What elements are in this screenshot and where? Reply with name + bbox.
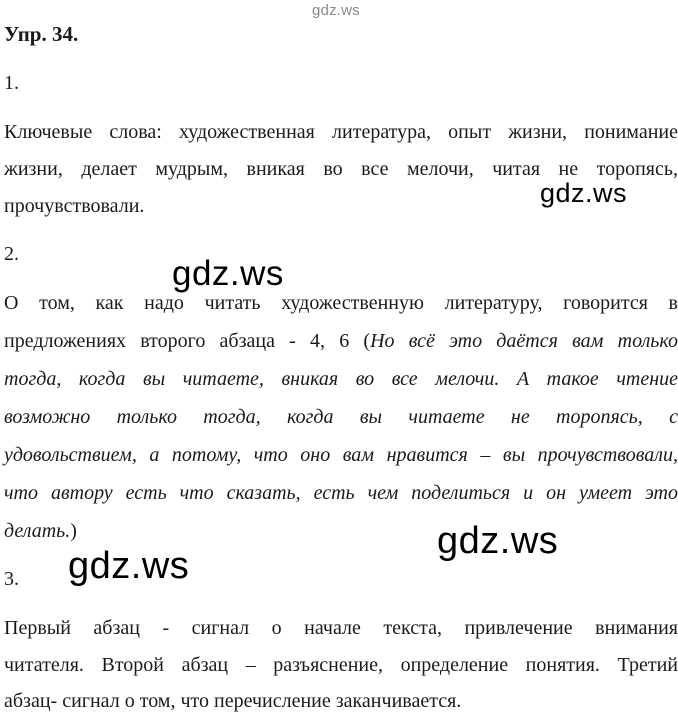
watermark-3: gdz.ws	[437, 520, 559, 562]
section-2-line-last	[4, 520, 678, 543]
section-2-italic-line-3: удовольствием, а потому, что оно вам нравится – вы прочувствовали,	[4, 444, 678, 466]
section-2-line-2-italic: Но всё это даётся вам только	[370, 330, 678, 352]
watermark-2: gdz.ws	[172, 254, 284, 293]
section-3-number: 3.	[4, 568, 19, 590]
section-2-italic-line-1: тогда, когда вы читаете, вникая во все мелочи. А такое чтение	[4, 368, 678, 390]
section-3-line-2: читателя. Второй абзац – разъяснение, определение понятия. Третий	[4, 654, 678, 676]
section-2-italic-line-2: возможно только тогда, когда вы читаете не торопясь, с	[4, 406, 678, 428]
watermark-4: gdz.ws	[68, 545, 190, 587]
watermark-1: gdz.ws	[540, 178, 628, 208]
section-2-last-italic: делать.	[4, 520, 71, 542]
section-3-line-3: абзац- сигнал о том, что перечисление заканчивается.	[4, 690, 462, 712]
exercise-title: Упр. 34.	[4, 22, 79, 46]
section-2-italic-line-4: что автору есть что сказать, есть чем поделиться и он умеет это	[4, 482, 678, 504]
section-2-line-2-plain: предложениях второго абзаца - 4, 6 (	[4, 330, 371, 352]
section-3-line-1: Первый абзац - сигнал о начале текста, привлечение внимания	[4, 617, 678, 639]
watermark-top: gdz.ws	[312, 2, 360, 19]
section-1-line-1: Ключевые слова: художественная литература, опыт жизни, понимание	[4, 121, 678, 143]
section-2-line-1: О том, как надо читать художественную литературу, говорится в	[4, 292, 678, 314]
section-1-line-2: жизни, делает мудрым, вникая во все мелочи, читая не торопясь,	[4, 158, 678, 180]
section-2-last-plain: )	[70, 520, 77, 542]
section-1-line-3: прочувствовали.	[4, 195, 145, 217]
section-2-line-2	[4, 330, 678, 353]
section-2-number: 2.	[4, 243, 19, 265]
section-1-number: 1.	[4, 72, 19, 94]
